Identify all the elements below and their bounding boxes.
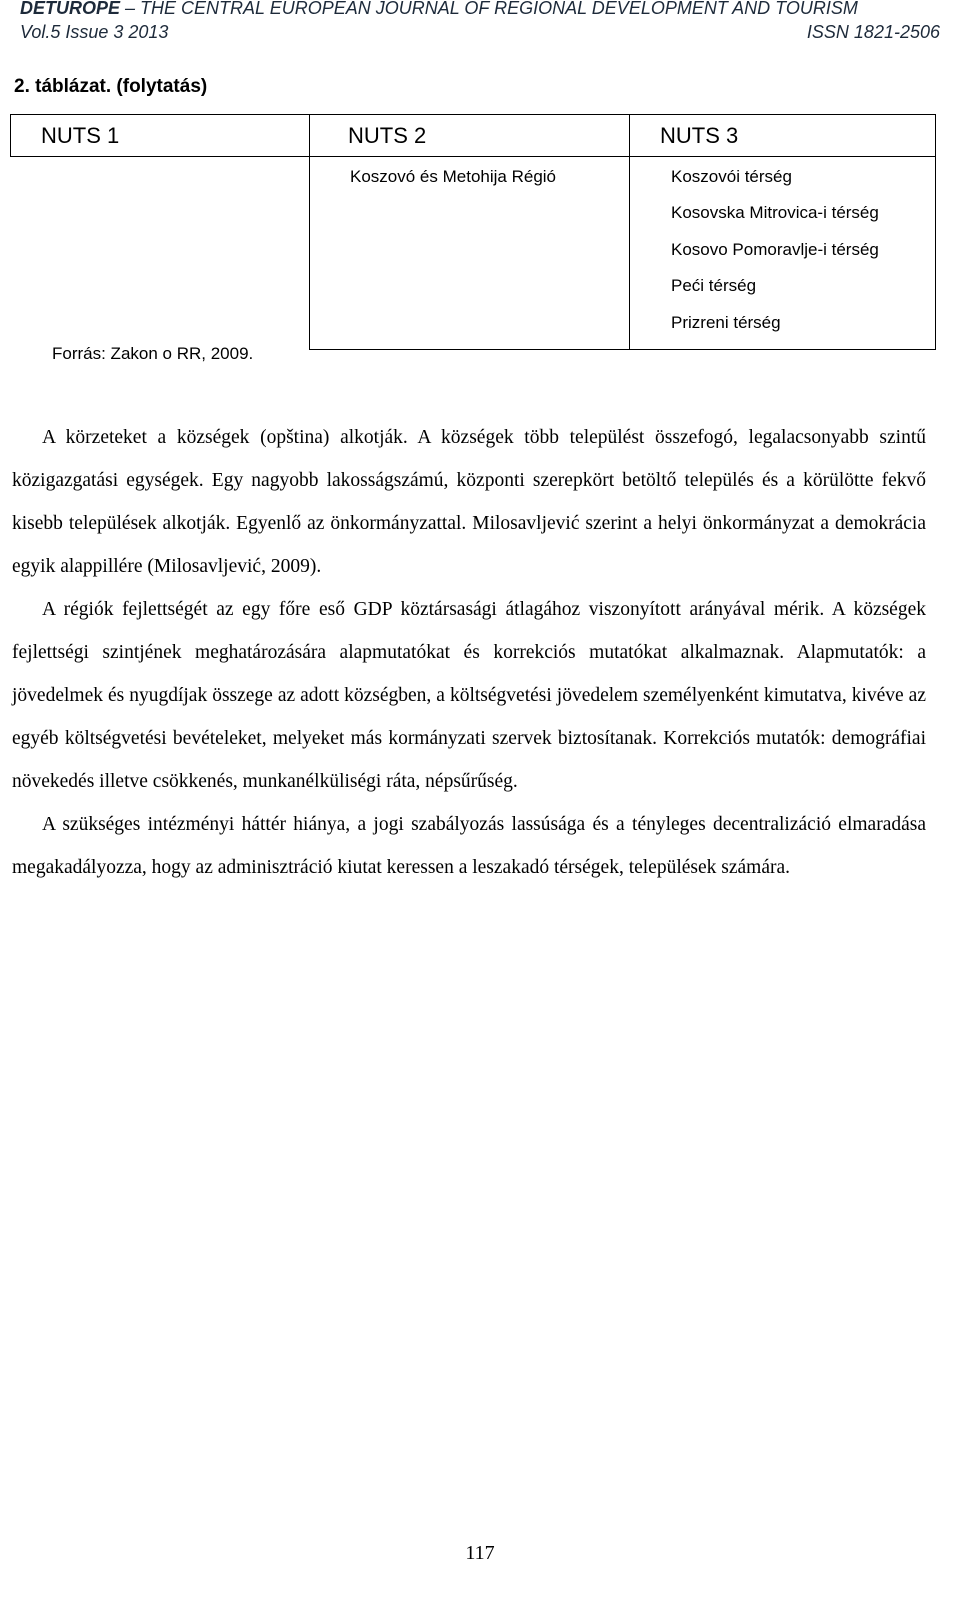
table-title: 2. táblázat. (folytatás) — [14, 76, 208, 97]
column-header-nuts1: NUTS 1 — [11, 115, 310, 157]
journal-title-rest: – THE CENTRAL EUROPEAN JOURNAL OF REGIONAL DEVELOPMENT AND TOURISM — [120, 0, 858, 18]
paragraph: A körzeteket a községek (opština) alkotják. A községek több települést összefogó, legalacsonyabb szintű közigazgatási egységek. Egy nagyobb lakosságszámú, központi szerepkört betöltő település és a körülötte fekvő kisebb települések alkotják. Egyenlő az önkormányzattal. Milosavljević szerint a helyi önkormányzat a demokrácia egyik alappillére (Milosavljević, 2009). — [12, 427, 926, 577]
table-row — [11, 157, 936, 350]
list-item: Kosovska Mitrovica-i térség — [671, 203, 879, 223]
volume-issue: Vol.5 Issue 3 2013 — [20, 22, 169, 42]
paragraph: A szükséges intézményi háttér hiánya, a jogi szabályozás lassúsága és a tényleges decentralizáció elmaradása megakadályozza, hogy az adminisztráció kiutat keressen a leszakadó térségek, települések számára. — [12, 814, 926, 878]
list-item: Koszovói térség — [671, 167, 792, 186]
list-item: Kosovo Pomoravlje-i térség — [671, 239, 879, 259]
nuts-table — [10, 114, 936, 350]
column-header-nuts2: NUTS 2 — [310, 115, 630, 157]
column-header-nuts3: NUTS 3 — [630, 115, 936, 157]
issn: ISSN 1821-2506 — [806, 22, 940, 42]
list-item: Peći térség — [671, 276, 757, 296]
page-number: 117 — [465, 1542, 495, 1564]
table-header-row — [11, 115, 936, 157]
list-item: Prizreni térség — [671, 312, 781, 332]
nuts2-cell — [310, 157, 630, 350]
nuts1-cell — [11, 157, 310, 350]
paragraph: A régiók fejlettségét az egy főre eső GDP köztársasági átlagához viszonyított arányával mérik. A községek fejlettségi szintjének meghatározására alapmutatókat és korrekciós mutatókat alkalmaznak. Alapmutatók: a jövedelmek és nyugdíjak összege az adott községben, a költségvetési jövedelem személyenként kimutatva, kivéve az egyéb költségvetési bevételeket, melyeket más kormányzati szervek biztosítanak. Korrekciós mutatók: demográfiai növekedés illetve csökkenés, munkanélküliségi ráta, népsűrűség. — [12, 599, 926, 792]
table-source-note: Forrás: Zakon o RR, 2009. — [52, 344, 254, 363]
body-text — [12, 416, 926, 889]
nuts3-cell — [630, 157, 936, 350]
journal-title — [20, 0, 858, 19]
journal-title-bold: DETUROPE — [20, 0, 121, 18]
nuts2-region-name: Koszovó és Metohija Régió — [350, 167, 557, 186]
nuts3-region-list — [630, 157, 935, 349]
